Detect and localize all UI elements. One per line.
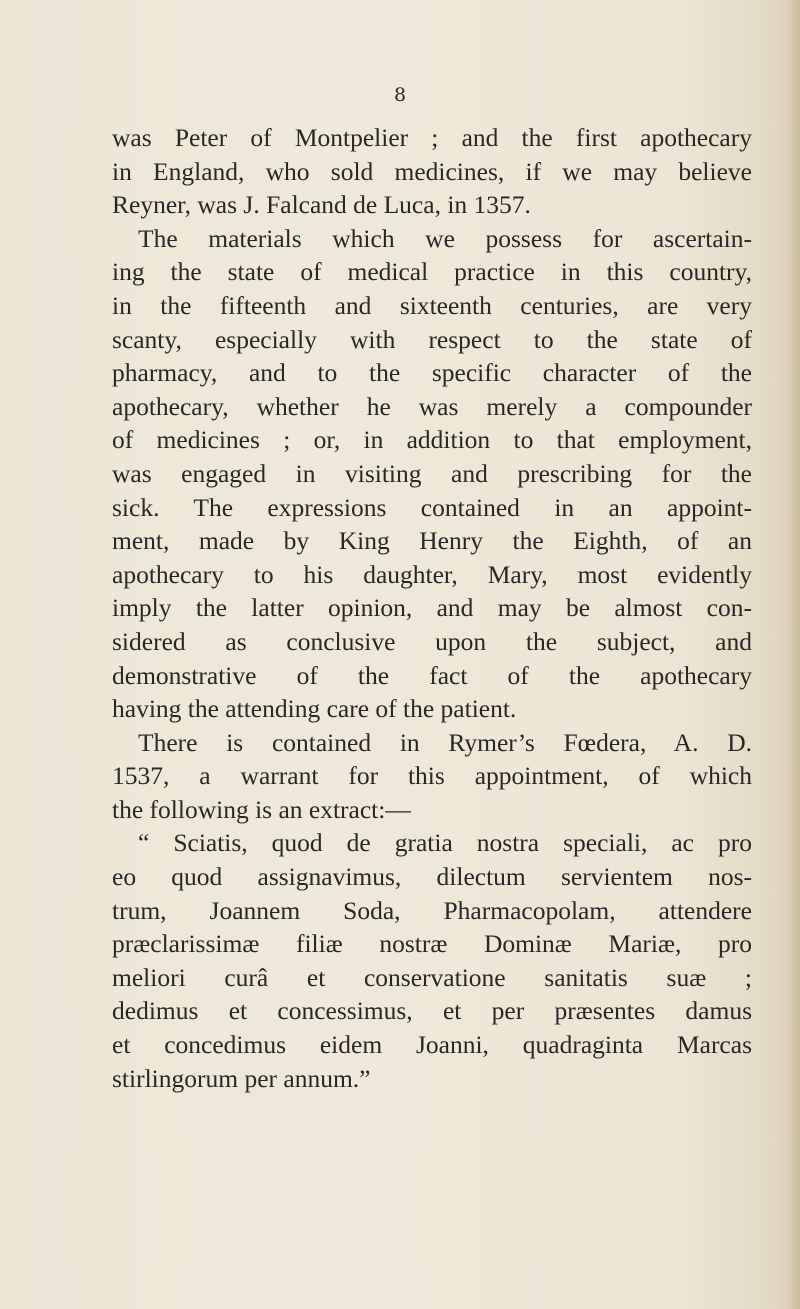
text-line: sick. The expressions contained in an appoint-: [112, 492, 752, 522]
text-line: There is contained in Rymer’s Fœdera, A. D.: [138, 727, 752, 757]
text-line: 1537, a warrant for this appointment, of which: [112, 761, 752, 791]
page-number: 8: [393, 84, 407, 106]
text-line: stirlingorum per annum.”: [112, 1063, 371, 1093]
page-edge-shadow: [786, 0, 800, 1309]
text-line: in England, who sold medicines, if we may believe: [112, 156, 752, 186]
text-line: scanty, especially with respect to the state of: [112, 324, 752, 354]
text-line: the following is an extract:—: [112, 794, 411, 824]
text-line: “ Sciatis, quod de gratia nostra speciali, ac pro: [138, 828, 752, 858]
text-line: apothecary, whether he was merely a compounder: [112, 391, 752, 421]
text-line: was Peter of Montpelier ; and the first apothecary: [112, 123, 752, 152]
text-line: Reyner, was J. Falcand de Luca, in 1357.: [112, 190, 531, 220]
text-line: of medicines ; or, in addition to that employment,: [112, 425, 752, 455]
text-line: trum, Joannem Soda, Pharmacopolam, attendere: [112, 895, 752, 925]
text-line: et concedimus eidem Joanni, quadraginta Marcas: [112, 1030, 752, 1060]
text-line: demonstrative of the fact of the apothecary: [112, 660, 752, 690]
text-line: ing the state of medical practice in this country,: [112, 257, 752, 287]
text-line: apothecary to his daughter, Mary, most evidently: [112, 559, 752, 589]
text-line: having the attending care of the patient.: [112, 694, 517, 724]
text-line: præclarissimæ filiæ nostræ Dominæ Mariæ, pro: [112, 929, 752, 959]
text-line: in the fifteenth and sixteenth centuries, are very: [112, 290, 752, 320]
text-line: imply the latter opinion, and may be almost con-: [112, 593, 752, 623]
text-line: sidered as conclusive upon the subject, and: [112, 626, 752, 656]
text-line: meliori curâ et conservatione sanitatis suæ ;: [112, 962, 752, 992]
text-line: dedimus et concessimus, et per præsentes damus: [112, 996, 752, 1026]
text-line: was engaged in visiting and prescribing for the: [112, 458, 752, 488]
body-text: [112, 121, 752, 1095]
text-line: The materials which we possess for ascertain-: [138, 223, 752, 253]
text-line: pharmacy, and to the specific character of the: [112, 358, 752, 388]
text-line: ment, made by King Henry the Eighth, of an: [112, 526, 752, 556]
text-line: eo quod assignavimus, dilectum servientem nos-: [112, 862, 752, 892]
